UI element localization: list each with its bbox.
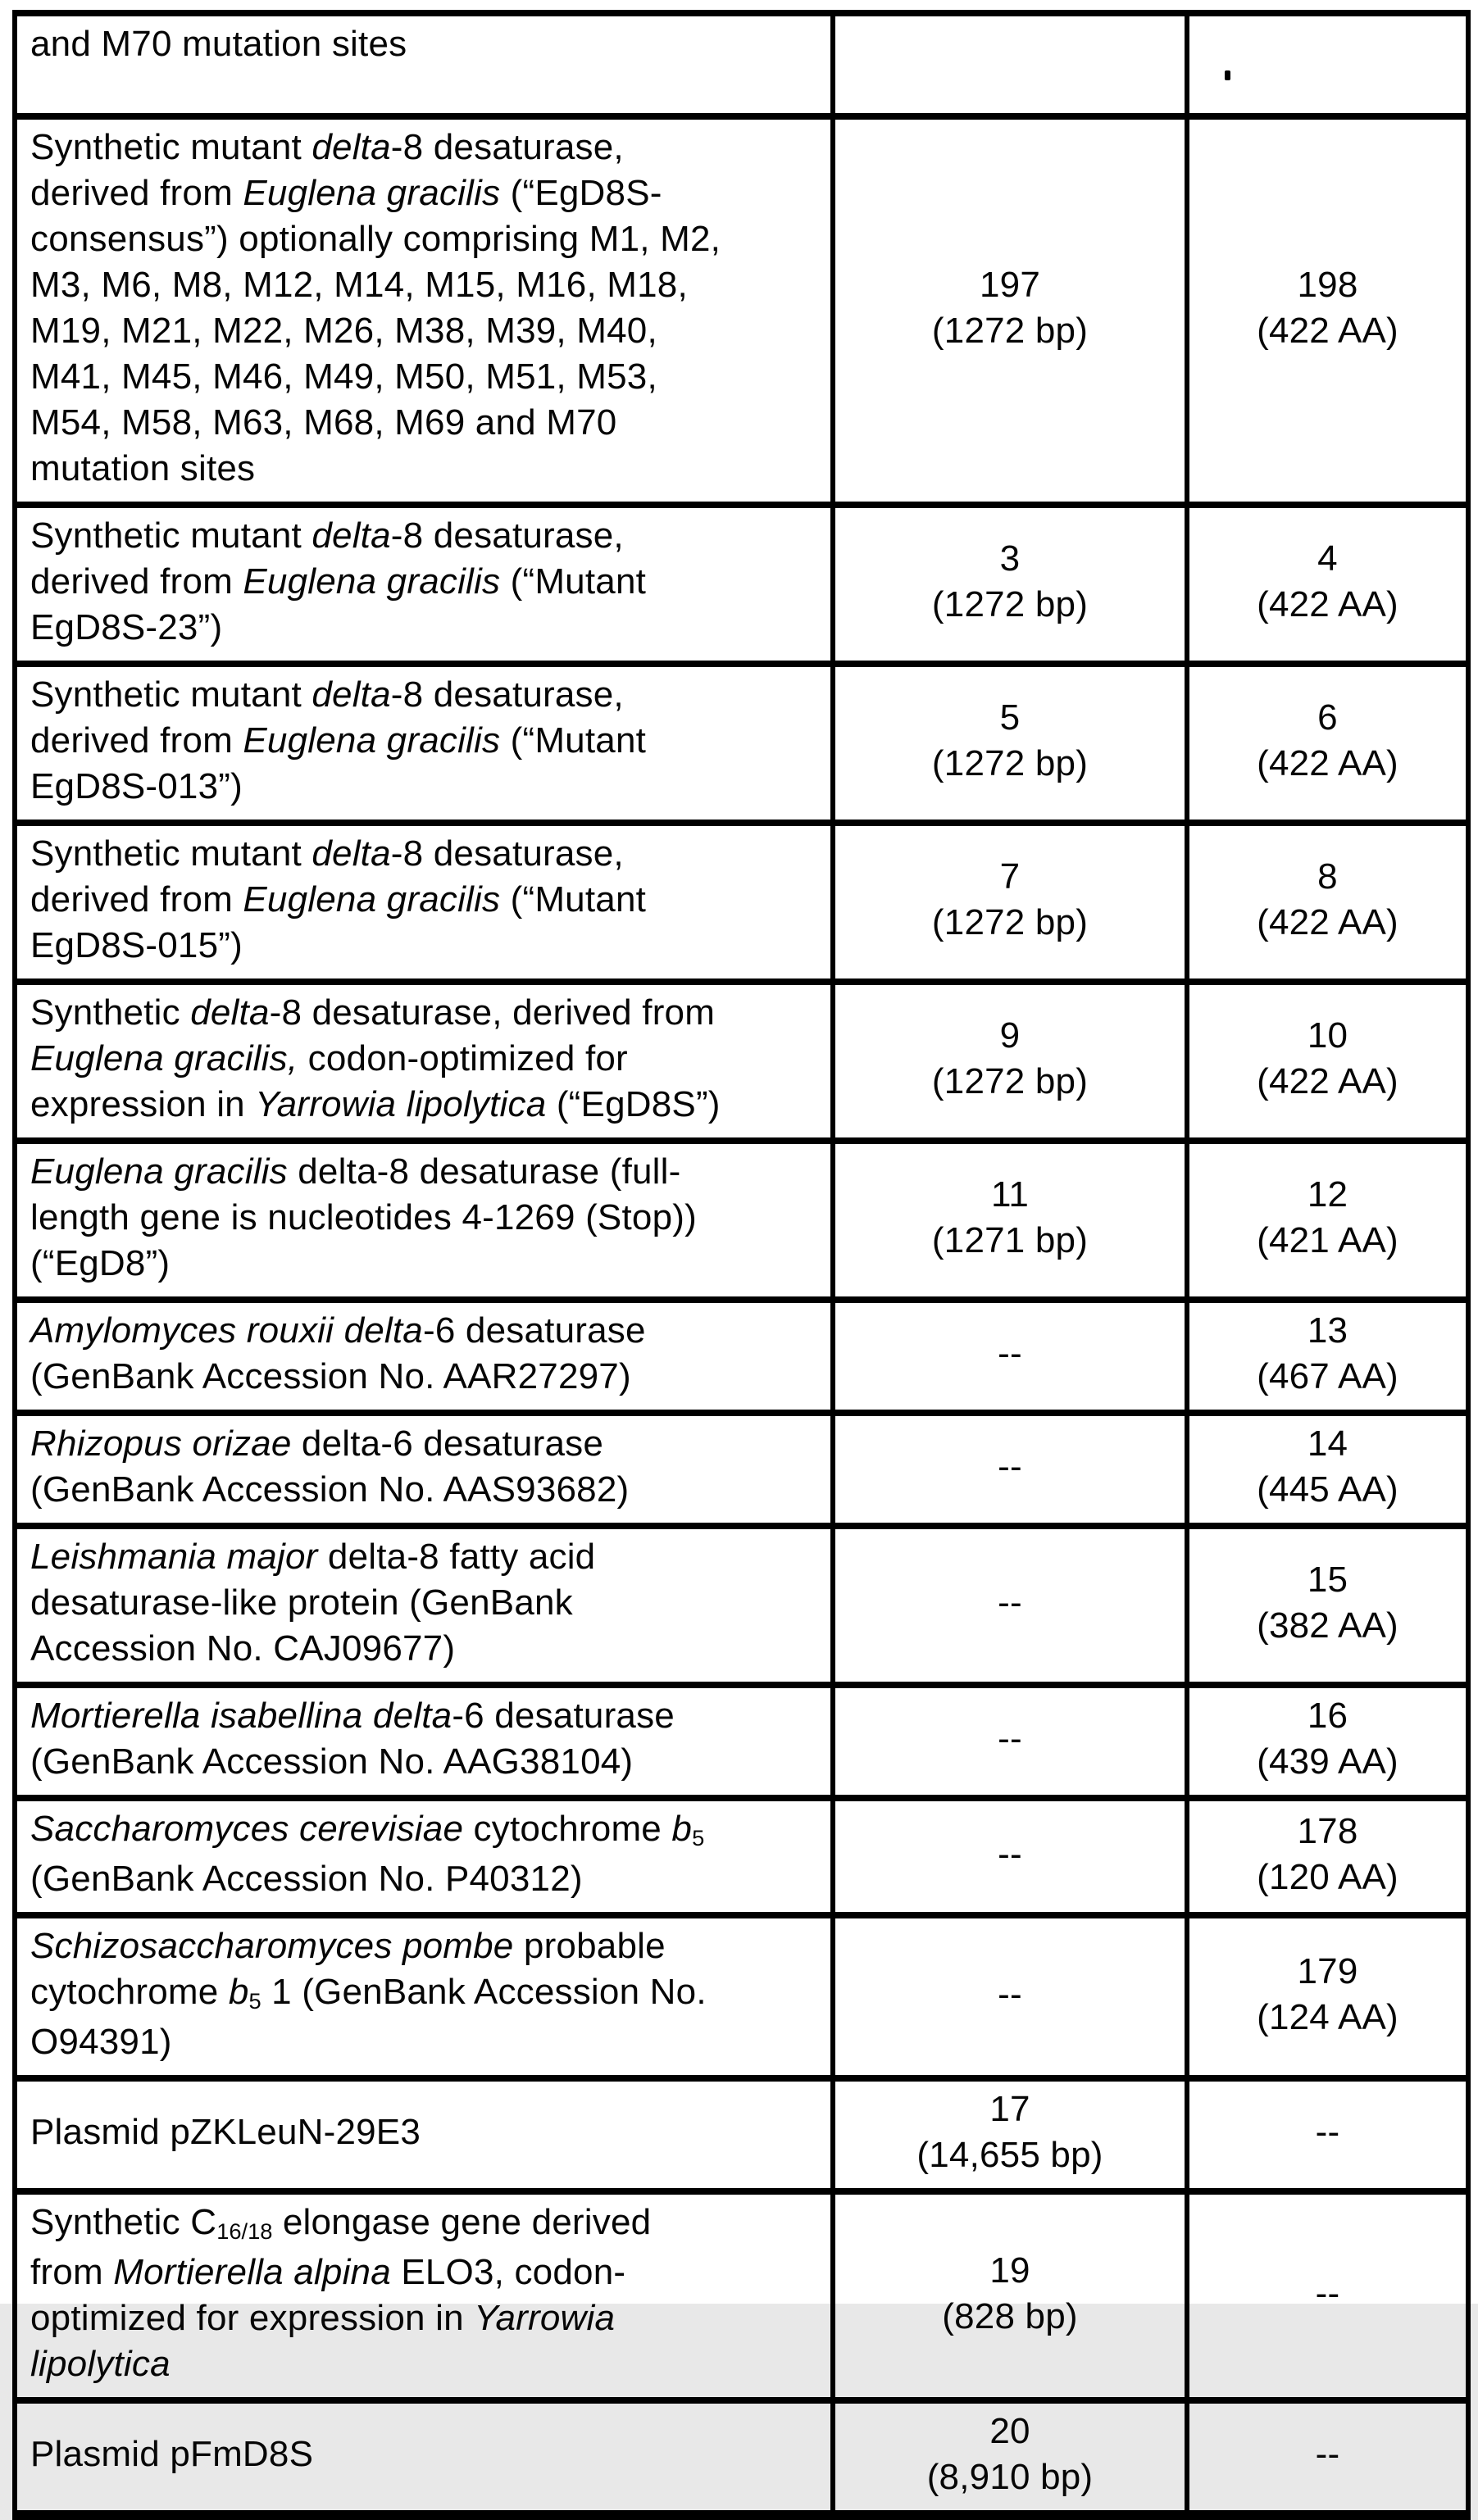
value-line: -- bbox=[1315, 2434, 1340, 2474]
subscript-text: 16/18 bbox=[216, 2218, 273, 2244]
text: Synthetic C bbox=[30, 2202, 217, 2242]
italic-text: Euglena gracilis bbox=[243, 720, 501, 761]
italic-text: delta bbox=[312, 674, 391, 715]
value-line: (828 bp) bbox=[942, 2295, 1078, 2336]
seq-id-amino-acid-cell bbox=[1187, 664, 1468, 823]
value-line: -- bbox=[998, 1582, 1022, 1623]
seq-id-nucleotide-cell bbox=[833, 1141, 1187, 1300]
description-cell bbox=[15, 982, 833, 1141]
seq-id-nucleotide-cell bbox=[833, 505, 1187, 664]
value-line: 9 bbox=[999, 1015, 1021, 1056]
table-row bbox=[15, 982, 1468, 1141]
text: -6 desaturase bbox=[452, 1696, 675, 1736]
subscript-text: 5 bbox=[692, 1825, 705, 1850]
text: (GenBank Accession No. AAS93682) bbox=[30, 1469, 630, 1510]
text: delta-8 fatty acid bbox=[317, 1537, 596, 1577]
italic-text: b bbox=[228, 1972, 249, 2012]
text: cytochrome bbox=[463, 1809, 672, 1849]
description-cell bbox=[15, 1915, 833, 2078]
description-cell bbox=[15, 1300, 833, 1413]
seq-id-amino-acid-cell bbox=[1187, 1141, 1468, 1300]
text: Synthetic mutant bbox=[30, 127, 312, 167]
value-line: (1272 bp) bbox=[931, 743, 1089, 783]
value-line: -- bbox=[998, 1719, 1022, 1759]
seq-id-amino-acid-cell bbox=[1187, 1526, 1468, 1685]
sequence-id-table-body bbox=[15, 13, 1468, 2515]
text: Synthetic mutant bbox=[30, 674, 312, 715]
text: Plasmid pZKLeuN-29E3 bbox=[30, 2112, 421, 2152]
italic-text: delta bbox=[312, 127, 391, 167]
table-row bbox=[15, 1685, 1468, 1798]
value-line: 8 bbox=[1317, 856, 1338, 897]
table-row bbox=[15, 116, 1468, 505]
text: from bbox=[30, 2252, 114, 2292]
description-cell bbox=[15, 505, 833, 664]
seq-id-nucleotide-cell bbox=[833, 982, 1187, 1141]
text: -8 desaturase, bbox=[390, 674, 624, 715]
description-cell bbox=[15, 1685, 833, 1798]
text: and M70 mutation sites bbox=[30, 24, 407, 64]
value-line: -- bbox=[998, 1973, 1022, 2014]
table-row bbox=[15, 2400, 1468, 2515]
italic-text: Euglena gracilis, bbox=[30, 1038, 298, 1078]
table-row bbox=[15, 664, 1468, 823]
value-line: 7 bbox=[999, 856, 1021, 897]
text: EgD8S-23”) bbox=[30, 607, 223, 647]
italic-text: Euglena gracilis bbox=[243, 879, 501, 919]
text: probable bbox=[513, 1926, 666, 1966]
seq-id-nucleotide-cell bbox=[833, 1413, 1187, 1526]
value-line: (8,910 bp) bbox=[926, 2457, 1094, 2497]
seq-id-amino-acid-cell bbox=[1187, 982, 1468, 1141]
seq-id-amino-acid-cell bbox=[1187, 13, 1468, 116]
text: cytochrome bbox=[30, 1972, 229, 2012]
seq-id-nucleotide-cell bbox=[833, 2400, 1187, 2515]
italic-text: Rhizopus orizae bbox=[30, 1423, 292, 1464]
text: expression in bbox=[30, 1084, 256, 1124]
value-line: (445 AA) bbox=[1257, 1469, 1398, 1510]
value-line: (421 AA) bbox=[1257, 1220, 1398, 1260]
value-line: (422 AA) bbox=[1257, 902, 1398, 942]
value-line: 179 bbox=[1297, 1950, 1358, 1991]
value-line: 16 bbox=[1307, 1696, 1348, 1736]
table-row bbox=[15, 2078, 1468, 2191]
italic-text: Saccharomyces cerevisiae bbox=[30, 1809, 464, 1849]
description-cell bbox=[15, 2400, 833, 2515]
text: -8 desaturase, bbox=[390, 127, 624, 167]
sequence-id-table bbox=[12, 10, 1471, 2520]
table-row bbox=[15, 1798, 1468, 1915]
value-line: (439 AA) bbox=[1257, 1741, 1398, 1782]
value-line: (422 AA) bbox=[1257, 743, 1398, 783]
text: (GenBank Accession No. AAG38104) bbox=[30, 1741, 634, 1782]
text: desaturase-like protein (GenBank bbox=[30, 1582, 573, 1623]
italic-text: delta bbox=[312, 833, 391, 874]
seq-id-amino-acid-cell bbox=[1187, 1413, 1468, 1526]
table-row bbox=[15, 1526, 1468, 1685]
text: (“Mutant bbox=[500, 561, 647, 602]
text: -6 desaturase bbox=[422, 1310, 646, 1351]
seq-id-amino-acid-cell bbox=[1187, 2400, 1468, 2515]
value-line: (422 AA) bbox=[1257, 311, 1398, 351]
text: M54, M58, M63, M68, M69 and M70 bbox=[30, 402, 617, 443]
text: mutation sites bbox=[30, 448, 256, 488]
table-row bbox=[15, 823, 1468, 982]
description-cell bbox=[15, 2078, 833, 2191]
value-line: 17 bbox=[989, 2089, 1030, 2129]
description-cell bbox=[15, 1141, 833, 1300]
italic-text: Mortierella isabellina delta bbox=[30, 1696, 452, 1736]
text: O94391) bbox=[30, 2022, 172, 2062]
text: codon-optimized for bbox=[298, 1038, 628, 1078]
italic-text: Euglena gracilis bbox=[243, 173, 501, 213]
value-line: 11 bbox=[990, 1174, 1030, 1215]
value-line: 12 bbox=[1307, 1174, 1348, 1215]
value-line: (422 AA) bbox=[1257, 584, 1398, 624]
seq-id-nucleotide-cell bbox=[833, 664, 1187, 823]
value-line: 198 bbox=[1297, 265, 1358, 305]
seq-id-amino-acid-cell bbox=[1187, 1685, 1468, 1798]
text: delta-8 desaturase (full- bbox=[287, 1151, 681, 1192]
table-row bbox=[15, 1300, 1468, 1413]
seq-id-nucleotide-cell bbox=[833, 1915, 1187, 2078]
table-row bbox=[15, 2191, 1468, 2400]
text: M3, M6, M8, M12, M14, M15, M16, M18, bbox=[30, 265, 688, 305]
value-line: (1272 bp) bbox=[931, 902, 1089, 942]
italic-text: delta bbox=[312, 515, 391, 556]
value-line: (382 AA) bbox=[1257, 1605, 1398, 1646]
value-line: -- bbox=[1315, 2273, 1340, 2313]
seq-id-amino-acid-cell bbox=[1187, 1300, 1468, 1413]
italic-text: lipolytica bbox=[30, 2344, 171, 2384]
description-cell bbox=[15, 116, 833, 505]
italic-text: Euglena gracilis bbox=[30, 1151, 288, 1192]
italic-text: Leishmania major bbox=[30, 1537, 318, 1577]
seq-id-nucleotide-cell bbox=[833, 116, 1187, 505]
text: (“EgD8”) bbox=[30, 1243, 171, 1283]
text: derived from bbox=[30, 561, 243, 602]
text: EgD8S-013”) bbox=[30, 766, 243, 806]
table-row bbox=[15, 1413, 1468, 1526]
value-line: 5 bbox=[999, 697, 1021, 738]
text: derived from bbox=[30, 720, 243, 761]
seq-id-nucleotide-cell bbox=[833, 2191, 1187, 2400]
value-line: (467 AA) bbox=[1257, 1356, 1398, 1396]
value-line: -- bbox=[998, 1333, 1022, 1374]
description-cell bbox=[15, 664, 833, 823]
description-cell bbox=[15, 1526, 833, 1685]
italic-text: b bbox=[671, 1809, 693, 1849]
seq-id-amino-acid-cell bbox=[1187, 1915, 1468, 2078]
text: delta-6 desaturase bbox=[291, 1423, 603, 1464]
value-line: (14,655 bp) bbox=[916, 2135, 1103, 2175]
text: Plasmid pFmD8S bbox=[30, 2434, 314, 2474]
text: optimized for expression in bbox=[30, 2298, 475, 2338]
text: M19, M21, M22, M26, M38, M39, M40, bbox=[30, 311, 657, 351]
text: M41, M45, M46, M49, M50, M51, M53, bbox=[30, 356, 657, 397]
seq-id-nucleotide-cell bbox=[833, 1685, 1187, 1798]
italic-text: Euglena gracilis bbox=[243, 561, 501, 602]
description-cell bbox=[15, 13, 833, 116]
value-line: -- bbox=[998, 1446, 1022, 1487]
table-row bbox=[15, 1915, 1468, 2078]
seq-id-nucleotide-cell bbox=[833, 1798, 1187, 1915]
value-line: 3 bbox=[999, 538, 1021, 579]
italic-text: Yarrowia lipolytica bbox=[255, 1084, 547, 1124]
seq-id-amino-acid-cell bbox=[1187, 2078, 1468, 2191]
text: Synthetic bbox=[30, 992, 191, 1033]
value-line: 178 bbox=[1297, 1810, 1358, 1851]
seq-id-nucleotide-cell bbox=[833, 1526, 1187, 1685]
table-row bbox=[15, 13, 1468, 116]
table-row bbox=[15, 505, 1468, 664]
description-cell bbox=[15, 1798, 833, 1915]
value-line: (1272 bp) bbox=[931, 311, 1089, 351]
value-line: 15 bbox=[1307, 1560, 1348, 1600]
value-line: (1271 bp) bbox=[931, 1220, 1089, 1260]
value-line: 13 bbox=[1307, 1310, 1348, 1351]
text: EgD8S-015”) bbox=[30, 925, 243, 965]
text: (“Mutant bbox=[500, 720, 647, 761]
value-line: 6 bbox=[1317, 697, 1338, 738]
seq-id-nucleotide-cell bbox=[833, 13, 1187, 116]
description-cell bbox=[15, 2191, 833, 2400]
italic-text: Mortierella alpina bbox=[113, 2252, 391, 2292]
text: Accession No. CAJ09677) bbox=[30, 1628, 456, 1669]
value-line: 14 bbox=[1307, 1423, 1348, 1464]
value-line: -- bbox=[1315, 2112, 1340, 2152]
value-line: 19 bbox=[989, 2250, 1030, 2291]
italic-text: delta bbox=[190, 992, 270, 1033]
value-line: (422 AA) bbox=[1257, 1061, 1398, 1101]
text: (“Mutant bbox=[500, 879, 647, 919]
value-line: (124 AA) bbox=[1257, 1996, 1398, 2037]
text: elongase gene derived bbox=[272, 2202, 652, 2242]
text: derived from bbox=[30, 173, 243, 213]
seq-id-amino-acid-cell bbox=[1187, 505, 1468, 664]
text: (“EgD8S- bbox=[500, 173, 662, 213]
value-line: (1272 bp) bbox=[931, 584, 1089, 624]
seq-id-nucleotide-cell bbox=[833, 1300, 1187, 1413]
italic-text: Yarrowia bbox=[474, 2298, 616, 2338]
text: (“EgD8S”) bbox=[546, 1084, 721, 1124]
value-line: 20 bbox=[989, 2411, 1030, 2451]
seq-id-nucleotide-cell bbox=[833, 2078, 1187, 2191]
text: ELO3, codon- bbox=[390, 2252, 626, 2292]
value-line: (120 AA) bbox=[1257, 1856, 1398, 1897]
text: -8 desaturase, bbox=[390, 833, 624, 874]
seq-id-amino-acid-cell bbox=[1187, 116, 1468, 505]
text: (GenBank Accession No. P40312) bbox=[30, 1859, 583, 1899]
description-cell bbox=[15, 823, 833, 982]
text: length gene is nucleotides 4-1269 (Stop)) bbox=[30, 1197, 697, 1237]
text: Synthetic mutant bbox=[30, 833, 312, 874]
italic-text: Schizosaccharomyces pombe bbox=[30, 1926, 514, 1966]
table-row bbox=[15, 1141, 1468, 1300]
text: consensus”) optionally comprising M1, M2, bbox=[30, 219, 721, 259]
subscript-text: 5 bbox=[248, 1988, 261, 2014]
value-line: 10 bbox=[1307, 1015, 1348, 1056]
seq-id-nucleotide-cell bbox=[833, 823, 1187, 982]
value-line: (1272 bp) bbox=[931, 1061, 1089, 1101]
value-line: -- bbox=[998, 1833, 1022, 1874]
text: (GenBank Accession No. AAR27297) bbox=[30, 1356, 631, 1396]
italic-text: Amylomyces rouxii delta bbox=[30, 1310, 423, 1351]
value-line: 4 bbox=[1317, 538, 1338, 579]
text: derived from bbox=[30, 879, 243, 919]
seq-id-amino-acid-cell bbox=[1187, 823, 1468, 982]
text: Synthetic mutant bbox=[30, 515, 312, 556]
description-cell bbox=[15, 1413, 833, 1526]
seq-id-amino-acid-cell bbox=[1187, 1798, 1468, 1915]
value-line: 197 bbox=[979, 265, 1040, 305]
text: -8 desaturase, bbox=[390, 515, 624, 556]
seq-id-amino-acid-cell bbox=[1187, 2191, 1468, 2400]
scan-artifact-dot bbox=[1225, 70, 1230, 80]
text: 1 (GenBank Accession No. bbox=[261, 1972, 707, 2012]
text: -8 desaturase, derived from bbox=[269, 992, 716, 1033]
